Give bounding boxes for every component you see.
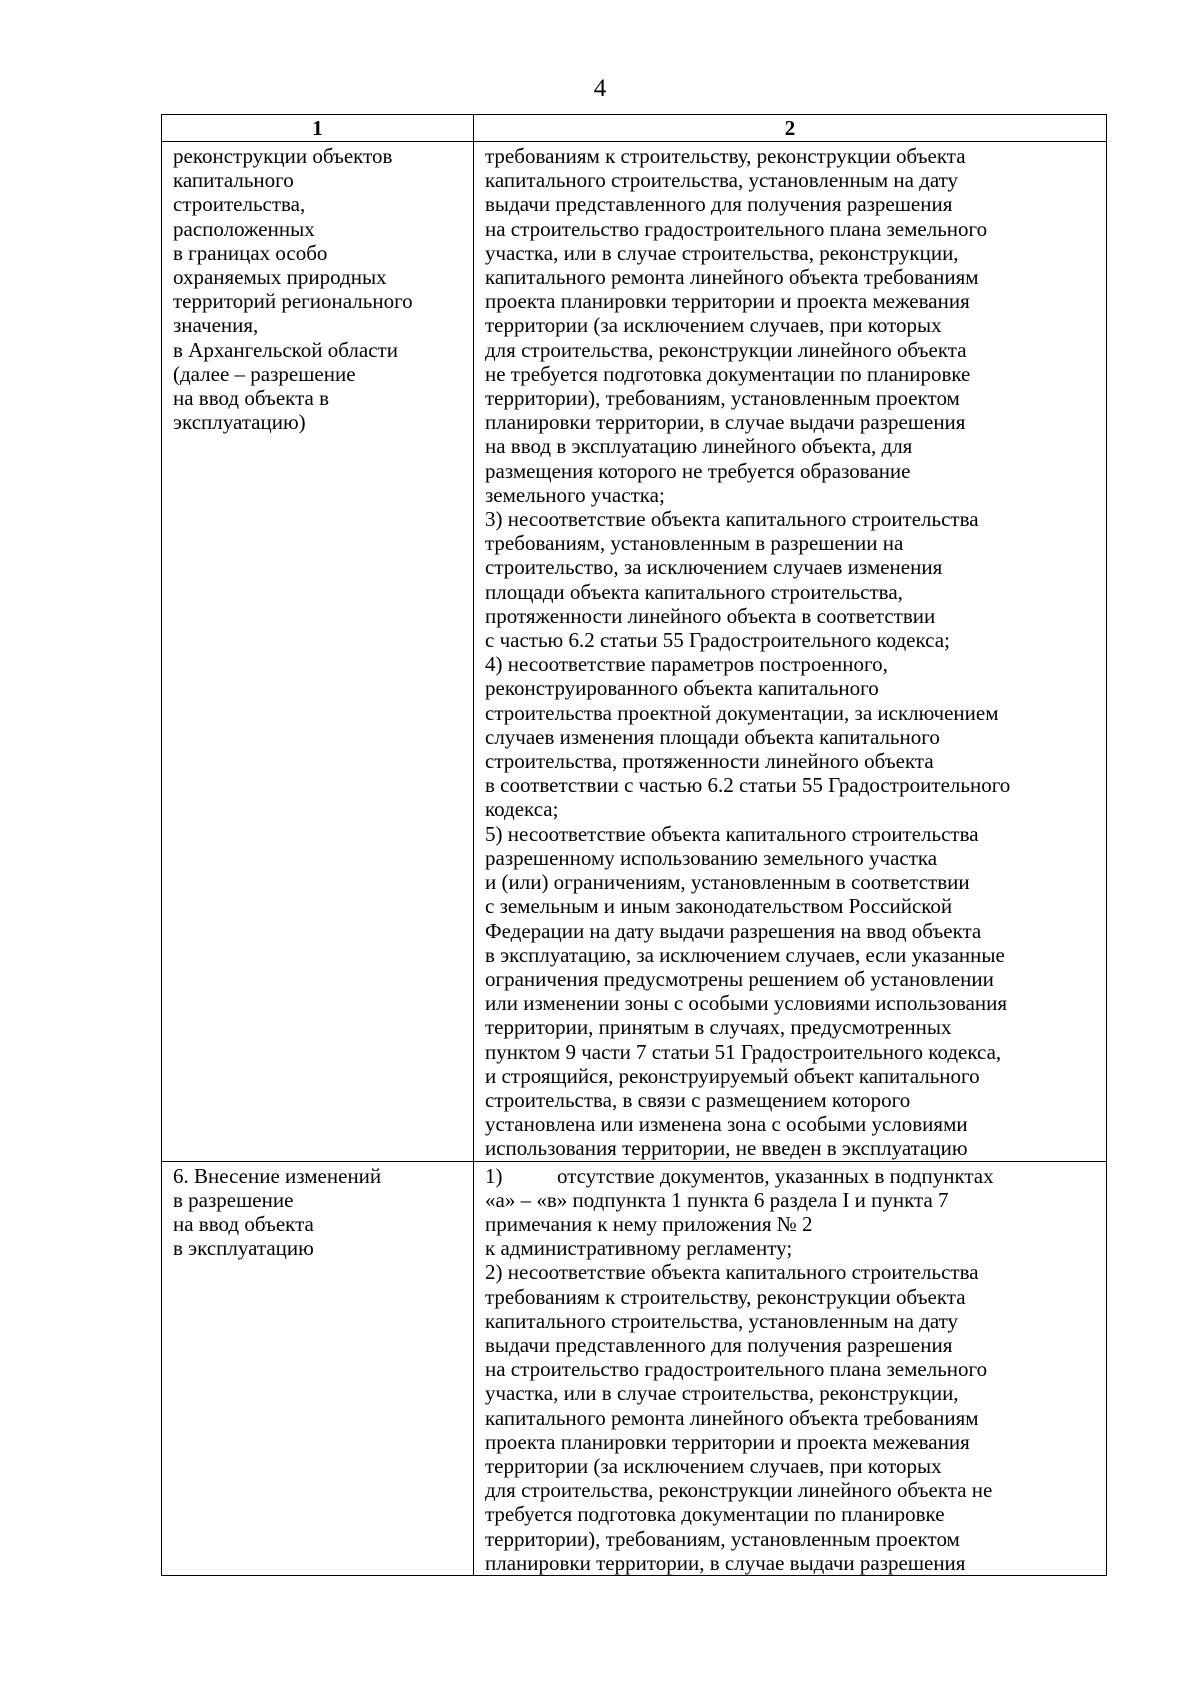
text-line: участка, или в случае строительства, реконструкции, [485,240,959,265]
text-line: выдачи представленного для получения разрешения [485,1332,953,1357]
text-line: территорий регионального [173,289,413,314]
text-line: протяженности линейного объекта в соответствии [485,603,936,628]
text-line: проекта планировки территории и проекта межевания [485,1429,970,1454]
table-header-row [162,115,1107,142]
text-line: на строительство градостроительного плана земельного [485,216,988,241]
text-line: или изменении зоны с особыми условиями использования [485,991,1008,1016]
column-header-1: 1 [162,115,474,142]
text-line: ограничения предусмотрены решением об установлении [485,966,994,991]
text-line: требуется подготовка документации по планировке [485,1502,945,1527]
text-line: территории (за исключением случаев, при которых [485,1453,942,1478]
text-line: в соответствии с частью 6.2 статьи 55 Градостроительного [485,773,1011,798]
text-line: Федерации на дату выдачи разрешения на ввод объекта [485,918,982,943]
row-2-service-cell [162,1161,474,1575]
text-line: строительства проектной документации, за исключением [485,700,999,725]
table-row [162,1161,1107,1575]
text-line: в эксплуатацию, за исключением случаев, если указанные [485,942,1005,967]
text-line: 2) несоответствие объекта капитального строительства [485,1260,979,1285]
text-line: на ввод объекта [173,1211,314,1236]
text-line: планировки территории, в случае выдачи разрешения [485,1550,966,1575]
text-line: с земельным и иным законодательством Российской [485,894,953,919]
table-row [162,142,1107,1162]
text-line: капитального ремонта линейного объекта требованиям [485,265,979,290]
row-2-grounds-cell [474,1161,1107,1575]
text-line: с частью 6.2 статьи 55 Градостроительного кодекса; [485,628,950,653]
text-line: в эксплуатацию [173,1236,314,1261]
text-line: в границах особо [173,240,328,265]
text-line: планировки территории, в случае выдачи разрешения [485,410,966,435]
text-line: на ввод в эксплуатацию линейного объекта, для [485,434,913,459]
text-line: на ввод объекта в [173,386,330,411]
text-line: строительство, за исключением случаев изменения [485,555,943,580]
text-line [485,1164,1106,1188]
cell-lines [485,1188,1106,1575]
text-line: расположенных [173,216,315,241]
text-line: для строительства, реконструкции линейного объекта не [485,1478,993,1503]
text-line: строительства, в связи с размещением которого [485,1087,911,1112]
text-line: (далее – разрешение [173,361,356,386]
row-1-grounds-cell [474,142,1107,1162]
text-line: использования территории, не введен в эксплуатацию [485,1136,968,1161]
text-line: капитального строительства, установленным на дату [485,1308,959,1333]
text-line: к административному регламенту; [485,1236,793,1261]
text-line: строительства, [173,192,306,217]
text-line: площади объекта капитального строительства, [485,579,903,604]
text-line: территории), требованиям, установленным проектом [485,1526,960,1551]
text-line: реконструкции объектов [173,144,393,168]
text-line: капитального [173,168,294,193]
text-line: на строительство градостроительного плана земельного [485,1357,988,1382]
text-line: пунктом 9 части 7 статьи 51 Градостроительного кодекса, [485,1039,1002,1064]
text-line: значения, [173,313,259,338]
text-line: установлена или изменена зона с особыми условиями [485,1112,968,1137]
text-line: требованиям, установленным в разрешении на [485,531,904,556]
text-line: 6. Внесение изменений [173,1163,382,1188]
text-line: в Архангельской области [173,337,398,362]
row-1-service-cell [162,142,474,1162]
column-header-2: 2 [474,115,1107,142]
text-line: охраняемых природных [173,265,387,290]
text-line: разрешенному использованию земельного участка [485,845,938,870]
text-line: не требуется подготовка документации по планировке [485,361,971,386]
text-line: «а» – «в» подпункта 1 пункта 6 раздела I и пункта 7 [485,1187,949,1212]
text-line: территории, принятым в случаях, предусмотренных [485,1015,952,1040]
text-line: для строительства, реконструкции линейного объекта [485,337,967,362]
text-line: 5) несоответствие объекта капитального строительства [485,821,979,846]
text-line: требованиям к строительству, реконструкции объекта [485,144,966,168]
text-line: 4) несоответствие параметров построенного, [485,652,888,677]
text-line: 3) несоответствие объекта капитального строительства [485,507,979,532]
text-line: территории (за исключением случаев, при которых [485,313,942,338]
text-line: случаев изменения площади объекта капитального [485,724,940,749]
text-line: территории), требованиям, установленным проектом [485,386,960,411]
text-line: примечания к нему приложения № 2 [485,1211,813,1236]
text-line: проекта планировки территории и проекта межевания [485,289,970,314]
page-number: 4 [593,75,607,102]
text-line: эксплуатацию) [173,410,306,435]
text-line: размещения которого не требуется образование [485,458,911,483]
item-text: отсутствие документов, указанных в подпунктах [557,1163,994,1188]
item-number: 1) [485,1163,503,1188]
text-line: строительства, протяженности линейного объекта [485,749,934,774]
text-line: участка, или в случае строительства, реконструкции, [485,1381,959,1406]
text-line: в разрешение [173,1187,294,1212]
text-line: и строящийся, реконструируемый объект капитального [485,1063,980,1088]
requirements-table [161,114,1107,1576]
text-line: капитального ремонта линейного объекта требованиям [485,1405,979,1430]
text-line: земельного участка; [485,482,665,507]
text-line: выдачи представленного для получения разрешения [485,192,953,217]
text-line: требованиям к строительству, реконструкции объекта [485,1284,966,1309]
text-line: капитального строительства, установленным на дату [485,168,959,193]
text-line: реконструированного объекта капитального [485,676,879,701]
text-line: и (или) ограничениям, установленным в соответствии [485,870,970,895]
text-line: кодекса; [485,797,559,822]
